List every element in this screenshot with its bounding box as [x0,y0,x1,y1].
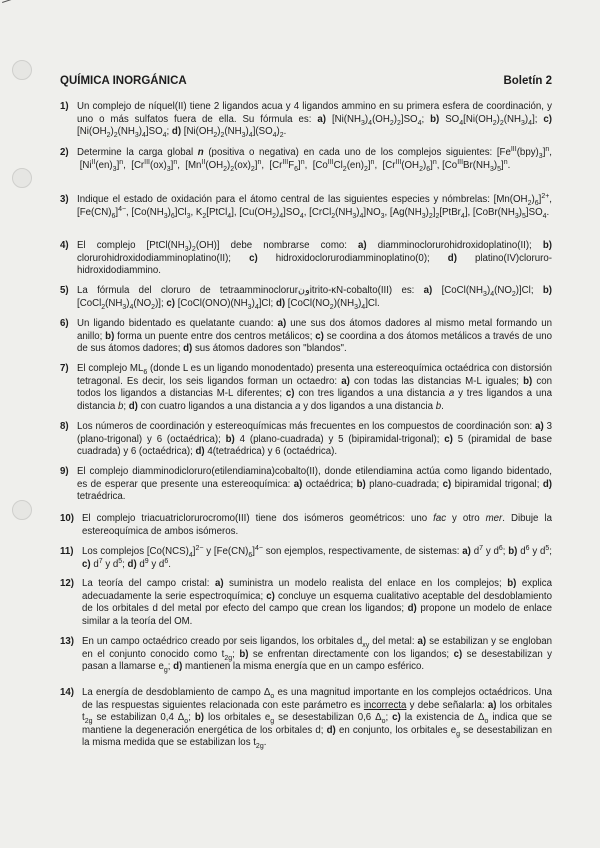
question-10 [60,513,552,538]
punch-hole [12,500,32,520]
question-text: El complejo triacuatriclorurocromo(III) tiene dos isómeros geométricos: uno fac y otro mer. Dibuje la estereoquímica de ambos isómeros. [82,513,552,537]
question-text: La teoría del campo cristal: a) suministra un modelo realista del enlace en los complejos; b) explica adecuadamente la serie espectroquímica; c) concluye un esquema cualitativo aceptable del desdoblamiento de los orbitales d del metal por efecto del campo que crean los ligandos; d) propone un modelo de enlace similar a la teoría del OM. [82,578,552,627]
question-number: 1) [60,101,69,112]
question-3 [60,194,552,219]
question-text: Los complejos $[Co(NCS)_4]^{2-}$ y $[Fe(CN)_6]^{4-}$ son ejemplos, respectivamente, de sistemas: a) $d^7$ y $d^6$; b) $d^6$ y $d^5$; c) $d^7$ y $d^5$; d) $d^9$ y $d^6$. [82,544,552,570]
question-number: 10) [60,513,75,524]
question-12 [60,578,552,628]
question-6 [60,318,552,356]
question-14 [60,687,552,750]
question-text: Determine la carga global n (positiva o negativa) en cada uno de los complejos siguientes: $[Fe^{III}(bpy)_3]^n$, $[Ni^{II}(en)_3]^n$, $[Cr^{III}(ox)_3]^n$, $[Mn^{II}(OH_2)_2(ox)_2]^n$, $[Cr^{III}F_6]^n$, $[Co^{III}Cl_2(en)_2]^n$, $[Cr^{III}(OH_2)_6]^n$, $[Co^{III}Br(NH_3)_5]^n$. [77,145,552,173]
question-text: La fórmula del cloruro de tetraamminoclorurونitrito-κN-cobalto(III) es: a) $[CoCl(NH_3)_4(NO_2)]Cl$; b) $[CoCl_2(NH_3)_4(NO_2)]$; c) $[CoCl(ONO)(NH_3)_4]Cl$; d) $[CoCl(NO_2)(NH_3)_4]Cl$. [77,285,552,311]
question-number: 2) [60,147,69,158]
question-number: 11) [60,546,74,557]
pen-mark [2,0,45,16]
punch-hole [12,60,32,80]
question-5 [60,285,552,310]
question-number: 13) [60,636,75,647]
question-text: Indique el estado de oxidación para el átomo central de las siguientes especies y nómbrelas: $[Mn(OH_2)_6]^{2+}$, $[Fe(CN)_6]^{4-}$, $[Co(NH_3)_6]Cl_3$, $K_2[PtCl_4]$, $[Cu(OH_2)_4]SO_4$, $[CrCl_2(NH_3)_4]NO_3$, $[Ag(NH_3)_2]_2[PtBr_4]$, $[CoBr(NH_3)_5]SO_4$. [77,192,552,220]
question-11 [60,546,552,571]
question-number: 8) [60,421,69,432]
question-text: Un complejo de níquel(II) tiene 2 ligandos acua y 4 ligandos ammino en su primera esfera de coordinación, y uno o más sulfatos fuera de ella. Su fórmula es: a) $[Ni(NH_3)_4(OH_2)_2]SO_4$; b) $SO_4[Ni(OH_2)_2(NH_3)_4]$; c) $[Ni(OH_2)_2(NH_3)_4]SO_4$; d) $[Ni(OH_2)_2(NH_3)_4](SO_4)_2$. [77,101,553,140]
question-2 [60,147,552,172]
bulletin-label: Boletín 2 [503,75,552,87]
course-title: QUÍMICA INORGÁNICA [60,75,187,87]
question-number: 6) [60,318,69,329]
question-text: El complejo diamminodicloruro(etilendiamina)cobalto(II), donde etilendiamina actúa como ligando bidentado, es de esperar que presente una estereoquímica: a) octaédrica; b) plano-cuadrada; c) bipiramidal trigonal; d) tetraédrica. [77,466,552,503]
question-text: La energía de desdoblamiento de campo $\Delta_o$ es una magnitud importante en los complejos octaédricos. Una de las respuestas siguientes relacionada con este parámetro es incorrecta y debe señalarla: a) los orbitales $t_{2g}$ se estabilizan 0,4 $\Delta_o$; b) los orbitales $e_g$ se desestabilizan 0,6 $\Delta_o$; c) la existencia de $\Delta_o$ indica que se mantiene la degeneración energética de los orbitales d; d) en conjunto, los orbitales $e_g$ se desestabilizan en la misma medida que se estabilizan los $t_{2g}$. [82,687,553,751]
question-4 [60,240,552,278]
question-text: Un ligando bidentado es quelatante cuando: a) une sus dos átomos dadores al mismo metal formando un anillo; b) forma un puente entre dos centros metálicos; c) se coordina a dos átomos metálicos a través de uno de sus átomos dadores; d) sus átomos dadores son "blandos". [77,318,552,355]
question-7 [60,363,552,413]
question-9 [60,466,552,504]
punch-hole [12,168,32,188]
question-number: 3) [60,194,69,205]
question-8 [60,421,552,459]
question-13 [60,636,552,674]
question-text: En un campo octaédrico creado por seis ligandos, los orbitales $d_{xy}$ del metal: a) se estabilizan y se engloban en el conjunto conocido como $t_{2g}$; b) se enfrentan directamente con los ligandos; c) se desestabilizan y pasan a llamarse $e_g$; d) mantienen la misma energía que en un campo esférico. [82,636,553,675]
question-number: 5) [60,285,69,296]
question-number: 12) [60,578,75,589]
question-number: 4) [60,240,69,251]
question-1 [60,101,552,139]
question-text: El complejo $[PtCl(NH_3)_2(OH)]$ debe nombrarse como: a) diamminoclorurohidroxidoplatino(II); b) clorurohidroxidodiamminoplatino(II); c) hidroxidoclorurodiamminoplatino(0); d) platino(IV)cloruro-hidroxidodiammino. [77,240,552,277]
question-number: 14) [60,687,75,698]
question-number: 7) [60,363,69,374]
question-text: El complejo $ML_6$ (donde L es un ligando monodentado) presenta una estereoquímica octaédrica con distorsión tetragonal. Es decir, los seis ligandos forman un octaedro: a) con todas las distancias M-L iguales; b) con todos los ligandos a distancias M-L diferentes; c) con tres ligandos a una distancia a y tres ligandos a una distancia b; d) con cuatro ligandos a una distancia a y dos ligandos a una distancia b. [77,363,552,412]
question-text: Los números de coordinación y estereoquímicas más frecuentes en los compuestos de coordinación son: a) 3 (plano-trigonal) y 6 (octaédrica); b) 4 (plano-cuadrada) y 5 (bipiramidal-trigonal); c) 5 (piramidal de base cuadrada) y 6 (octaédrica); d) 4(tetraédrica) y 6 (octaédrica). [77,421,552,458]
question-number: 9) [60,466,69,477]
page-header [60,75,552,87]
